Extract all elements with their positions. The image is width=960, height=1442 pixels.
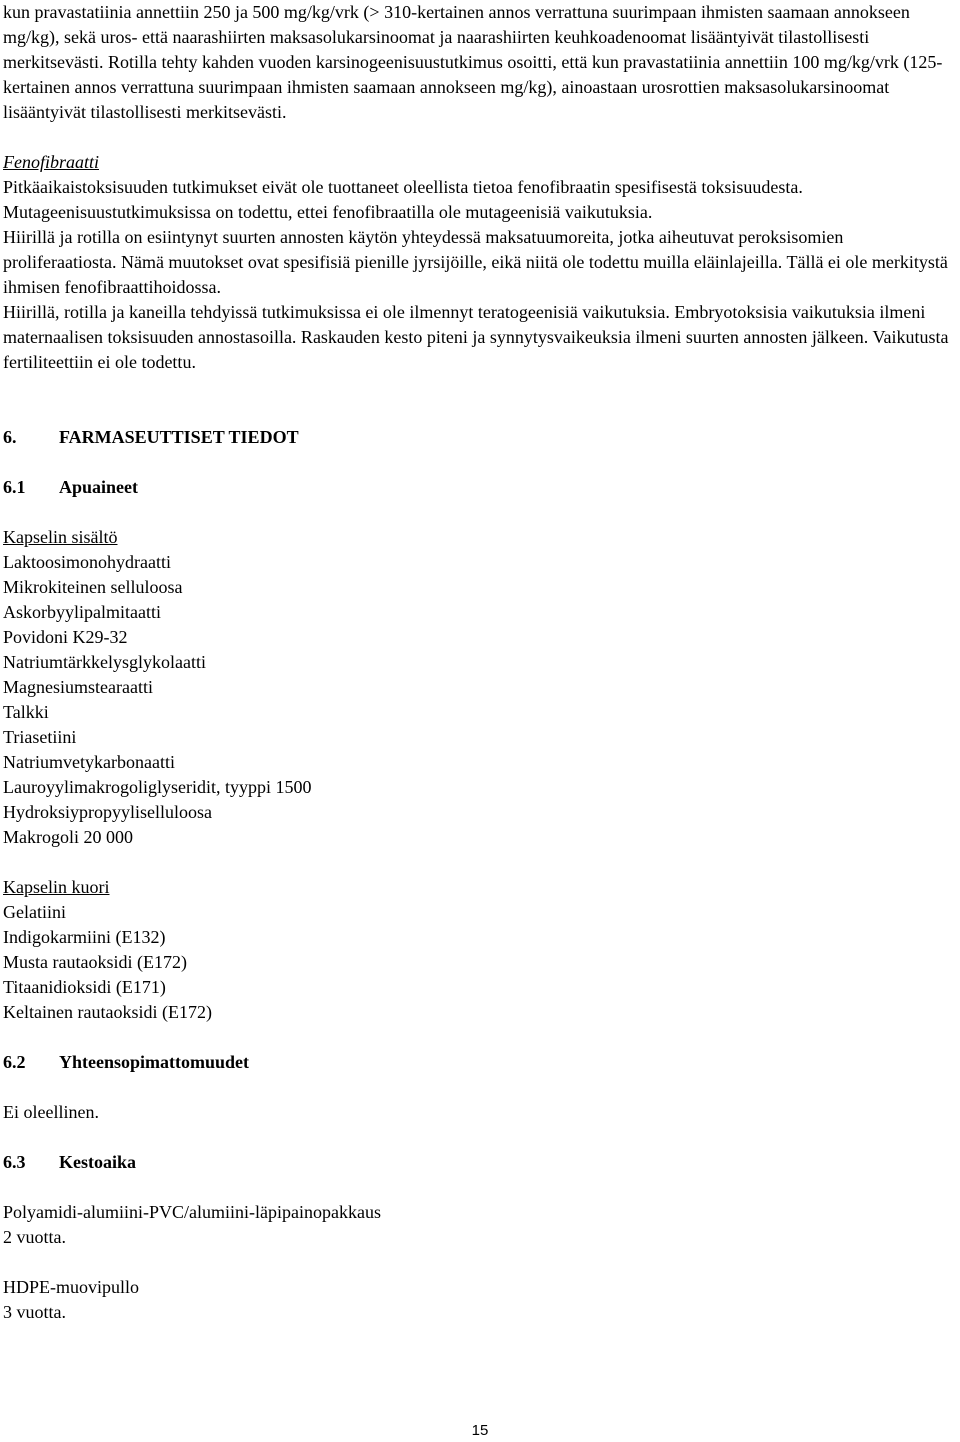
list-item: Natriumtärkkelysglykolaatti xyxy=(3,652,206,672)
list-item: Triasetiini xyxy=(3,727,77,747)
fenofibrate-heading: Fenofibraatti xyxy=(3,152,99,172)
list-item: Natriumvetykarbonaatti xyxy=(3,752,175,772)
section-6-number: 6. xyxy=(3,427,17,447)
page-number: 15 xyxy=(471,1422,489,1439)
list-item: Musta rautaoksidi (E172) xyxy=(3,952,187,972)
intro-paragraph: kun pravastatiinia annettiin 250 ja 500 mg/kg/vrk (> 310-kertainen annos verrattuna suurimpaan ihmisten saamaan annokseen mg/kg), sekä uros- että naarashiirten maksasolukarsinoomat ja naarashiirten keuhkoadenoomat lisääntyivät tilastollisesti merkitsevästi. Rotilla tehty kahden vuoden karsinogeenisuustutkimus osoitti, että kun pravastatiinia annettiin 100 mg/kg/vrk (125-kertainen annos verrattuna suurimpaan ihmisten saamaan annokseen mg/kg), ainoastaan urosrottien maksasolukarsinoomat lisääntyivät tilastollisesti merkitsevästi. xyxy=(3,2,943,122)
document-page xyxy=(3,0,953,1325)
list-item: Makrogoli 20 000 xyxy=(3,827,133,847)
list-item: Hydroksiypropyyliselluloosa xyxy=(3,802,212,822)
list-item: Askorbyylipalmitaatti xyxy=(3,602,161,622)
capsule-contents-heading: Kapselin sisältö xyxy=(3,527,118,547)
list-item: Mikrokiteinen selluloosa xyxy=(3,577,183,597)
section-6-3-title: Kestoaika xyxy=(59,1152,137,1172)
capsule-shell-list xyxy=(3,900,953,1025)
list-item: Talkki xyxy=(3,702,49,722)
fenofibrate-paragraph-3: Hiirillä, rotilla ja kaneilla tehdyissä tutkimuksissa ei ole ilmennyt teratogeenisiä vaikutuksia. Embryotoksisia vaikutuksia ilmeni maternaalisen toksisuuden annostasoilla. Raskauden kesto piteni ja synnytysvaikeuksia ilmeni suurten annosten jälkeen. Vaikutusta fertiliteettiin ei ole todettu. xyxy=(3,302,949,372)
list-item: Indigokarmiini (E132) xyxy=(3,927,166,947)
list-item: Titaanidioksidi (E171) xyxy=(3,977,166,997)
section-6-title: FARMASEUTTISET TIEDOT xyxy=(59,427,299,447)
section-6-3-heading xyxy=(3,1150,953,1175)
list-item: Keltainen rautaoksidi (E172) xyxy=(3,1002,212,1022)
capsule-contents-list xyxy=(3,550,953,850)
fenofibrate-paragraph-2: Hiirillä ja rotilla on esiintynyt suurten annosten käytön yhteydessä maksatuumoreita, jotka aiheutuvat peroksisomien proliferaatiosta. Nämä muutokset ovat spesifisiä pienille jyrsijöille, eikä niitä ole todettu muilla eläinlajeilla. Tällä ei ole merkitystä ihmisen fenofibraattihoidossa. xyxy=(3,227,948,297)
list-item: Gelatiini xyxy=(3,902,66,922)
section-6-2-heading xyxy=(3,1050,953,1075)
capsule-shell-heading: Kapselin kuori xyxy=(3,877,110,897)
section-6-heading xyxy=(3,425,953,450)
list-item: Lauroyylimakrogoliglyseridit, tyyppi 1500 xyxy=(3,777,312,797)
section-6-2-number: 6.2 xyxy=(3,1052,26,1072)
bottle-shelf-life: 3 vuotta. xyxy=(3,1302,66,1322)
list-item: Magnesiumstearaatti xyxy=(3,677,153,697)
incompatibilities-text: Ei oleellinen. xyxy=(3,1102,99,1122)
bottle-package-label: HDPE-muovipullo xyxy=(3,1277,140,1297)
list-item: Povidoni K29-32 xyxy=(3,627,128,647)
section-6-1-title: Apuaineet xyxy=(59,477,139,497)
section-6-1-number: 6.1 xyxy=(3,477,26,497)
section-6-3-number: 6.3 xyxy=(3,1152,26,1172)
section-6-2-title: Yhteensopimattomuudet xyxy=(59,1052,250,1072)
fenofibrate-paragraph-1: Pitkäaikaistoksisuuden tutkimukset eivät ole tuottaneet oleellista tietoa fenofibraatin spesifisestä toksisuudesta. Mutageenisuustutkimuksissa on todettu, ettei fenofibraatilla ole mutageenisiä vaikutuksia. xyxy=(3,177,803,222)
list-item: Laktoosimonohydraatti xyxy=(3,552,171,572)
blister-package-label: Polyamidi-alumiini-PVC/alumiini-läpipainopakkaus xyxy=(3,1202,381,1222)
section-6-1-heading xyxy=(3,475,953,500)
blister-shelf-life: 2 vuotta. xyxy=(3,1227,66,1247)
